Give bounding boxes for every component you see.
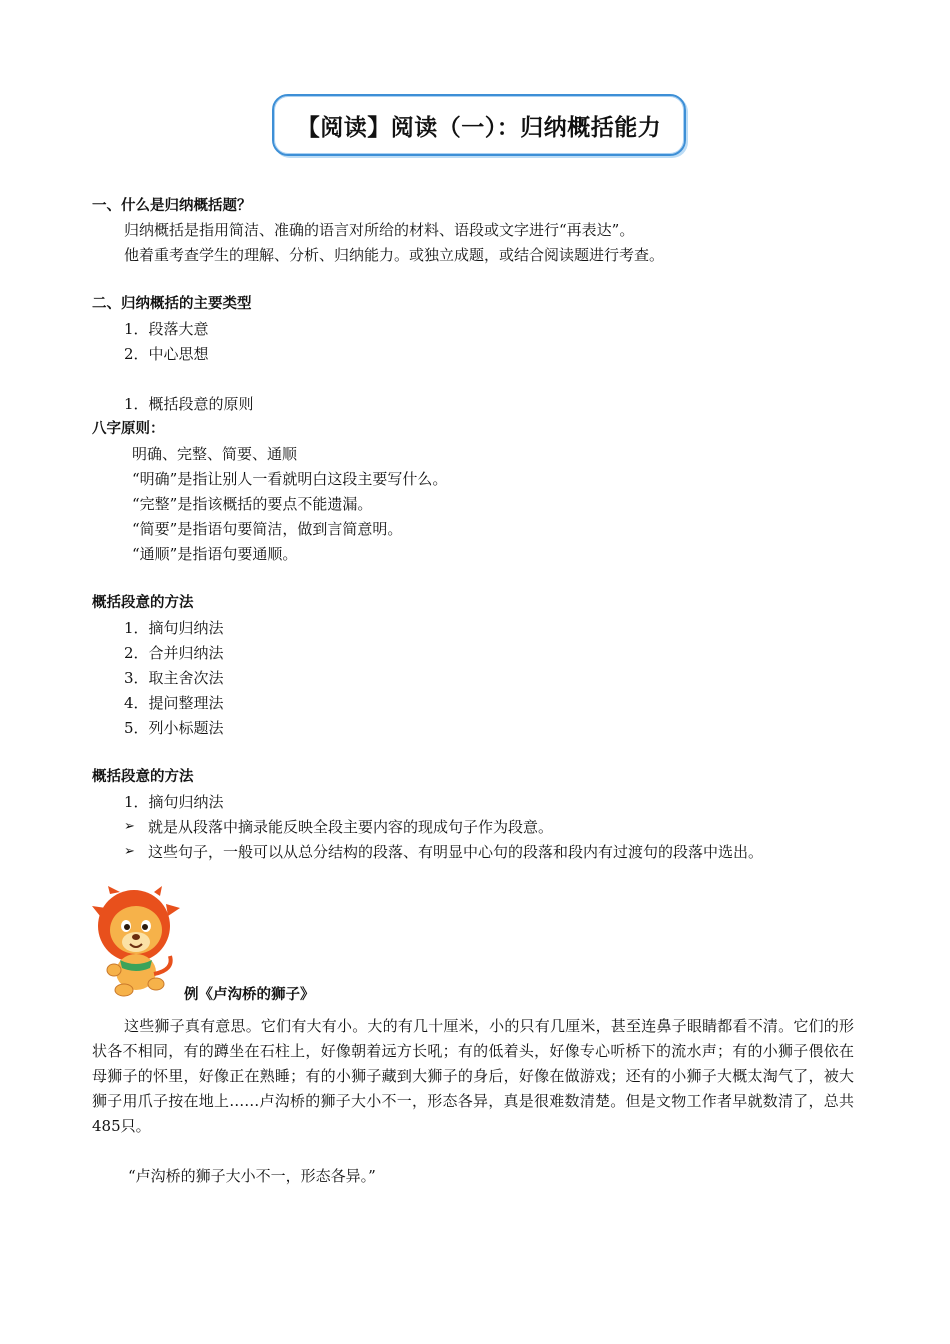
example-heading: 例《卢沟桥的狮子》 — [184, 987, 315, 1003]
bullet-text: 这些句子，一般可以从总分结构的段落、有明显中心句的段落和段内有过渡句的段落中选出。 — [148, 843, 764, 861]
methods-heading: 概括段意的方法 — [92, 595, 194, 611]
method-item: 5．列小标题法 — [124, 719, 224, 737]
principle-summary: 明确、完整、简要、通顺 — [132, 445, 298, 463]
section1-line: 他着重考查学生的理解、分析、归纳能力。或独立成题，或结合阅读题进行考查。 — [124, 246, 665, 264]
example-paragraph: 这些狮子真有意思。它们有大有小。大的有几十厘米，小的只有几厘米，甚至连鼻子眼睛都看不清。它们的形状各不相同，有的蹲坐在石柱上，好像朝着远方长吼；有的低着头，好像专心听桥下的流水声；有的小狮子偎依在母狮子的怀里，好像正在熟睡；有的小狮子藏到大狮子的身后，好像在做游戏；还有的小狮子大概太淘气了，被大狮子用爪子按在地上……卢沟桥的狮子大小不一，形态各异，真是很难数清楚。但是文物工作者早就数清了，总共485只。 — [92, 1017, 854, 1135]
example-quote: “卢沟桥的狮子大小不一，形态各异。” — [128, 1167, 376, 1185]
methods2-item: 1．摘句归纳法 — [124, 793, 224, 811]
principle-line: “明确”是指让别人一看就明白这段主要写什么。 — [132, 470, 448, 488]
type-item: 2．中心思想 — [124, 345, 209, 363]
principle-line: “简要”是指语句要简洁，做到言简意明。 — [132, 520, 403, 538]
arrow-bullet-icon: ➢ — [124, 844, 135, 859]
method-item: 1．摘句归纳法 — [124, 619, 224, 637]
arrow-bullet-icon: ➢ — [124, 819, 135, 834]
principle-item: 1．概括段意的原则 — [124, 395, 254, 413]
methods2-heading: 概括段意的方法 — [92, 769, 194, 785]
lion-mascot-icon — [90, 886, 182, 998]
page-title: 【阅读】阅读（一）：归纳概括能力 — [296, 114, 662, 141]
section2-heading: 二、归纳概括的主要类型 — [92, 296, 252, 312]
section1-heading: 一、什么是归纳概括题？ — [92, 198, 252, 214]
principle-line: “完整”是指该概括的要点不能遗漏。 — [132, 495, 373, 513]
principle-heading: 八字原则： — [92, 421, 165, 437]
title-frame — [272, 94, 686, 156]
section1-line: 归纳概括是指用简洁、准确的语言对所给的材料、语段或文字进行“再表达”。 — [124, 221, 635, 239]
bullet-text: 就是从段落中摘录能反映全段主要内容的现成句子作为段意。 — [148, 818, 554, 836]
principle-line: “通顺”是指语句要通顺。 — [132, 545, 298, 563]
method-item: 4．提问整理法 — [124, 694, 224, 712]
type-item: 1．段落大意 — [124, 320, 209, 338]
method-item: 3．取主舍次法 — [124, 669, 224, 687]
method-item: 2．合并归纳法 — [124, 644, 224, 662]
